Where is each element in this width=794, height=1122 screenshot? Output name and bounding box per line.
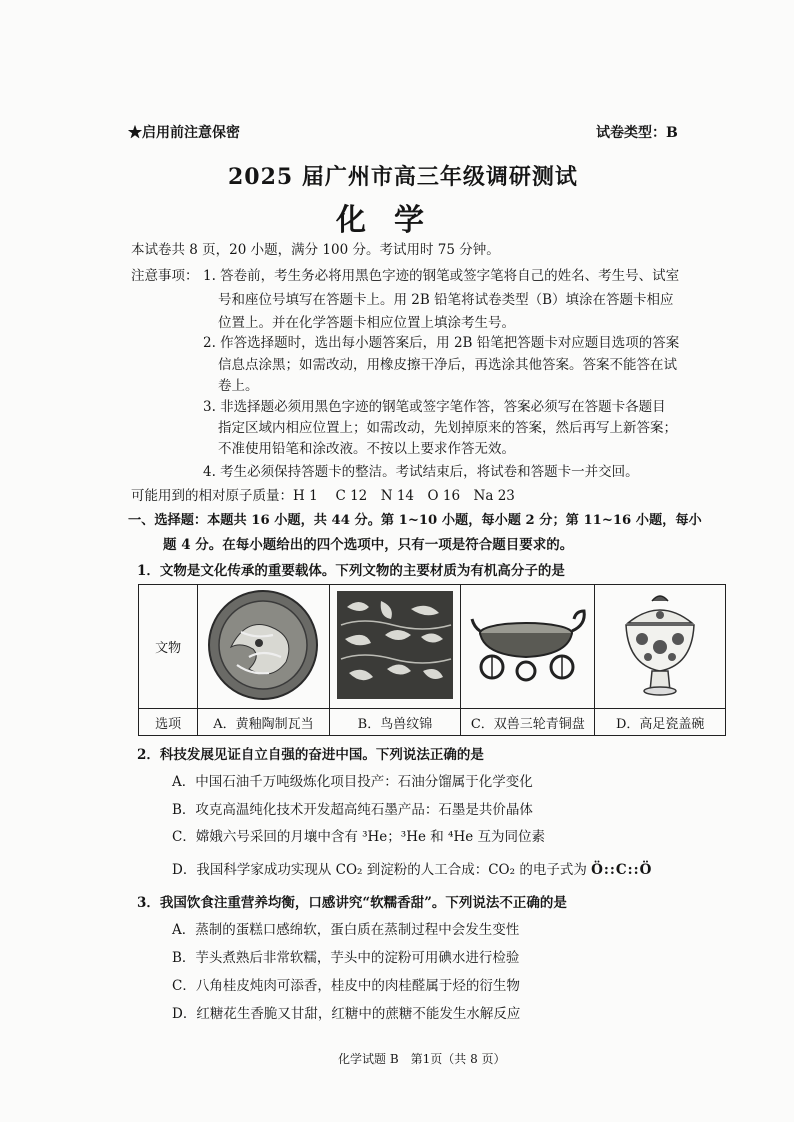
option-a: A．黄釉陶制瓦当 <box>198 709 329 736</box>
section-heading: 一、选择题：本题共 16 小题，共 44 分。第 1~10 小题，每小题 2 分；第 11~16 小题，每小 <box>128 513 702 528</box>
atomic-mass-line: 可能用到的相对原子质量：H 1 C 12 N 14 O 16 Na 23 <box>131 488 515 504</box>
note-line: 指定区域内相应位置上；如需改动，先划掉原来的答案，然后再写上新答案； <box>218 420 677 436</box>
q2-option-c: C．嫦娥六号采回的月壤中含有 ³He；³He 和 ⁴He 互为同位素 <box>172 829 546 845</box>
q2-option-a: A．中国石油千万吨级炼化项目投产：石油分馏属于化学变化 <box>172 774 533 790</box>
relic-cell-a <box>198 585 329 709</box>
q3-option-d: D．红糖花生香脆又甘甜，红糖中的蔗糖不能发生水解反应 <box>172 1006 521 1022</box>
q3-option-c: C．八角桂皮炖肉可添香，桂皮中的肉桂醛属于烃的衍生物 <box>172 978 520 994</box>
q2-option-b: B．攻克高温纯化技术开发超高纯石墨产品：石墨是共价晶体 <box>172 802 533 818</box>
note-line: 2. 作答选择题时，选出每小题答案后，用 2B 铅笔把答题卡对应题目选项的答案 <box>203 335 680 351</box>
q3-stem: 3．我国饮食注重营养均衡，口感讲究“软糯香甜”。下列说法不正确的是 <box>137 895 567 911</box>
co2-electron-formula: Ö::C::Ö <box>591 862 653 878</box>
section-heading-cont: 题 4 分。在每小题给出的四个选项中，只有一项是符合题目要求的。 <box>163 537 574 553</box>
q3-option-b: B．芋头煮熟后非常软糯，芋头中的淀粉可用碘水进行检验 <box>172 950 520 966</box>
option-row-label: 选项 <box>139 709 198 736</box>
note-line: 位置上。并在化学答题卡相应位置上填涂考生号。 <box>218 315 515 331</box>
note-line: 号和座位号填写在答题卡上。用 2B 铅笔将试卷类型（B）填涂在答题卡相应 <box>218 292 674 308</box>
confidential-note: ★启用前注意保密 <box>128 125 240 141</box>
exam-title: 2025 届广州市高三年级调研测试 <box>228 164 578 190</box>
q2-option-d-text: D．我国科学家成功实现从 CO₂ 到淀粉的人工合成：CO₂ 的电子式为 <box>172 862 587 878</box>
tile-end-icon <box>201 587 325 703</box>
note-line: 信息点涂黑；如需改动，用橡皮擦干净后，再选涂其他答案。答案不能答在试 <box>218 357 677 373</box>
brocade-icon <box>333 587 457 703</box>
subject-title: 化学 <box>336 203 452 238</box>
note-line: 不准使用铅笔和涂改液。不按以上要求作答无效。 <box>218 441 515 457</box>
note-line: 1. 答卷前，考生务必将用黑色字迹的钢笔或签字笔将自己的姓名、考生号、试室 <box>203 268 680 284</box>
note-line: 4. 考生必须保持答题卡的整洁。考试结束后，将试卷和答题卡一并交回。 <box>203 464 639 480</box>
intro-line: 本试卷共 8 页，20 小题，满分 100 分。考试用时 75 分钟。 <box>131 242 500 258</box>
q1-stem: 1．文物是文化传承的重要载体。下列文物的主要材质为有机高分子的是 <box>137 563 565 579</box>
note-line: 3. 非选择题必须用黑色字迹的钢笔或签字笔作答，答案必须写在答题卡各题目 <box>203 399 666 415</box>
paper-type: 试卷类型：B <box>596 125 678 141</box>
relic-cell-b <box>329 585 460 709</box>
q2-option-d <box>172 860 652 880</box>
option-b: B．鸟兽纹锦 <box>329 709 460 736</box>
note-line: 卷上。 <box>218 378 259 394</box>
covered-bowl-icon <box>598 587 722 703</box>
q2-stem: 2．科技发展见证自立自强的奋进中国。下列说法正确的是 <box>137 747 484 763</box>
option-c: C．双兽三轮青铜盘 <box>461 709 595 736</box>
option-d: D．高足瓷盖碗 <box>595 709 726 736</box>
q1-relic-table <box>138 584 726 736</box>
bronze-plate-icon <box>466 587 590 703</box>
notes-label: 注意事项： <box>131 268 199 284</box>
q3-option-a: A．蒸制的蛋糕口感绵软，蛋白质在蒸制过程中会发生变性 <box>172 922 520 938</box>
relic-cell-c <box>461 585 595 709</box>
relic-cell-d <box>595 585 726 709</box>
page-footer: 化学试题 B 第1页（共 8 页） <box>338 1052 506 1066</box>
relic-row-label: 文物 <box>139 585 198 709</box>
